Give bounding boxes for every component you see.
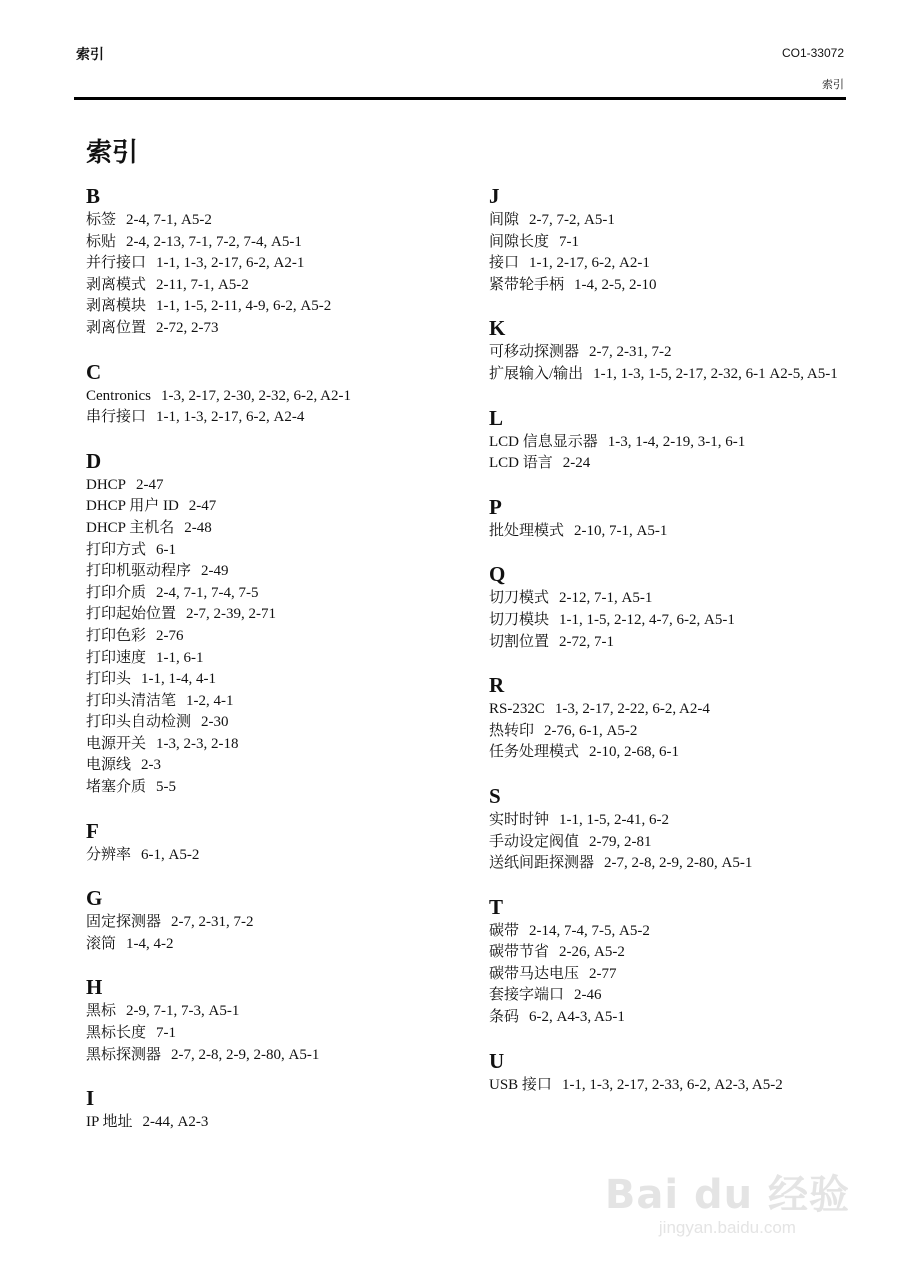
index-term: 电源开关 <box>86 735 147 752</box>
index-page-refs: 2-12, 7-1, A5-1 <box>559 590 653 607</box>
index-entry <box>86 1023 466 1045</box>
index-section-r <box>489 673 869 764</box>
index-entry <box>489 521 869 543</box>
index-page-refs: 1-3, 2-17, 2-30, 2-32, 6-2, A2-1 <box>161 387 351 404</box>
section-letter: R <box>489 673 505 698</box>
index-page-refs: 2-7, 2-31, 7-2 <box>589 344 672 361</box>
index-page-refs: 1-1, 1-5, 2-12, 4-7, 6-2, A5-1 <box>559 611 735 628</box>
index-page-refs: 2-24 <box>562 455 591 472</box>
index-column-left <box>86 184 466 1154</box>
section-letter: G <box>86 886 103 911</box>
index-entry <box>489 853 869 875</box>
index-term: DHCP 用户 ID <box>86 498 179 515</box>
index-entry <box>86 1112 466 1134</box>
index-term: 任务处理模式 <box>489 744 580 761</box>
section-letter: K <box>489 316 506 341</box>
index-entry <box>86 755 466 777</box>
index-entry <box>86 475 466 497</box>
index-page-refs: 1-3, 1-4, 2-19, 3-1, 6-1 <box>607 433 746 450</box>
index-section-c <box>86 360 466 429</box>
index-entry <box>489 588 869 610</box>
index-term: 可移动探测器 <box>489 344 580 361</box>
index-term: 打印色彩 <box>86 627 147 644</box>
index-page-refs: 1-3, 2-3, 2-18 <box>156 735 239 752</box>
index-page-refs: 1-1, 1-3, 1-5, 2-17, 2-32, 6-1 A2-5, A5-1 <box>593 365 838 382</box>
index-entry <box>489 1007 869 1029</box>
index-page-refs: 1-1, 1-5, 2-11, 4-9, 6-2, A5-2 <box>156 298 332 315</box>
index-page-refs: 6-2, A4-3, A5-1 <box>529 1009 625 1026</box>
index-entry <box>489 253 869 275</box>
index-term: LCD 语言 <box>489 455 553 472</box>
index-page-refs: 2-76, 6-1, A5-2 <box>544 722 638 739</box>
header-section-title: 索引 <box>76 47 104 63</box>
header-document-number: CO1-33072 <box>781 46 844 60</box>
index-section-i <box>86 1086 466 1134</box>
index-entry <box>86 777 466 799</box>
index-page-refs: 7-1 <box>156 1025 177 1042</box>
index-page-refs: 2-7, 2-39, 2-71 <box>186 606 277 623</box>
index-section-l <box>489 406 869 475</box>
index-entry <box>489 1075 869 1097</box>
section-letter: J <box>489 184 500 208</box>
index-term: 电源线 <box>86 757 132 774</box>
index-term: IP 地址 <box>86 1114 133 1131</box>
index-term: DHCP <box>86 476 127 493</box>
index-section-t <box>489 895 869 1029</box>
index-entry <box>86 1045 466 1067</box>
index-term: 打印速度 <box>86 649 147 666</box>
section-letter: I <box>86 1086 95 1111</box>
index-term: 送纸间距探测器 <box>489 855 595 872</box>
index-entry <box>489 832 869 854</box>
index-entry <box>86 1001 466 1023</box>
index-entry <box>489 742 869 764</box>
index-entry <box>86 669 466 691</box>
index-page-refs: 2-3 <box>141 757 162 774</box>
index-entry <box>86 691 466 713</box>
section-letter: C <box>86 359 102 384</box>
index-page-refs: 2-7, 2-8, 2-9, 2-80, A5-1 <box>604 855 753 872</box>
index-section-j <box>489 184 869 296</box>
index-page-refs: 1-4, 4-2 <box>126 935 174 952</box>
index-section-u <box>489 1049 869 1097</box>
index-page-refs: 6-1, A5-2 <box>141 846 200 863</box>
index-entry <box>489 964 869 986</box>
index-entry <box>86 496 466 518</box>
index-term: Centronics <box>86 387 151 404</box>
index-term: 紧带轮手柄 <box>489 276 565 293</box>
index-page-refs: 2-79, 2-81 <box>589 833 652 850</box>
index-section-s <box>489 784 869 875</box>
page-title: 索引 <box>86 138 139 168</box>
index-page-refs: 1-1, 1-3, 2-17, 6-2, A2-1 <box>156 255 305 272</box>
index-term: 黑标 <box>86 1003 117 1020</box>
section-letter: P <box>489 494 502 519</box>
index-entry <box>489 721 869 743</box>
index-term: 碳带马达电压 <box>489 965 580 982</box>
index-term: 滚筒 <box>86 935 117 952</box>
index-term: 实时时钟 <box>489 811 550 828</box>
index-page-refs: 2-11, 7-1, A5-2 <box>156 276 249 293</box>
index-entry <box>86 232 466 254</box>
index-page-refs: 2-10, 2-68, 6-1 <box>589 744 680 761</box>
index-entry <box>489 275 869 297</box>
index-section-k <box>489 316 869 385</box>
index-page-refs: 6-1 <box>156 541 177 558</box>
index-term: 打印头 <box>86 671 132 688</box>
index-term: USB 接口 <box>489 1076 552 1093</box>
index-section-q <box>489 562 869 653</box>
index-entry <box>86 518 466 540</box>
watermark-logo: Bai du 经验 <box>604 1172 850 1218</box>
index-term: 间隙 <box>489 212 520 228</box>
index-term: 剥离模块 <box>86 298 147 315</box>
index-entry <box>86 407 466 429</box>
index-entry <box>489 632 869 654</box>
index-term: LCD 信息显示器 <box>489 433 598 450</box>
section-letter: D <box>86 448 102 473</box>
index-page-refs: 2-14, 7-4, 7-5, A5-2 <box>529 922 650 939</box>
index-page-refs: 1-1, 1-3, 2-17, 2-33, 6-2, A2-3, A5-2 <box>561 1076 783 1093</box>
index-page-refs: 2-47 <box>136 476 164 493</box>
index-section-p <box>489 495 869 543</box>
index-entry <box>86 253 466 275</box>
index-term: 条码 <box>489 1009 520 1026</box>
index-page-refs: 2-26, A5-2 <box>559 944 625 961</box>
index-entry <box>489 810 869 832</box>
index-page-refs: 2-44, A2-3 <box>142 1114 209 1131</box>
index-term: 打印机驱动程序 <box>86 563 192 580</box>
index-page-refs: 2-7, 7-2, A5-1 <box>529 212 615 228</box>
index-section-h <box>86 975 466 1066</box>
index-page-refs: 2-30 <box>201 714 229 731</box>
index-term: 碳带 <box>489 922 520 939</box>
index-entry <box>489 453 869 475</box>
section-letter: T <box>489 894 504 919</box>
index-entry <box>86 604 466 626</box>
index-entry <box>86 275 466 297</box>
index-term: 剥离位置 <box>86 319 147 336</box>
index-term: 并行接口 <box>86 255 147 272</box>
index-column-right <box>489 184 869 1116</box>
index-entry <box>489 699 869 721</box>
index-term: 串行接口 <box>86 409 147 426</box>
index-entry <box>86 845 466 867</box>
index-entry <box>86 296 466 318</box>
index-page-refs: 1-1, 6-1 <box>156 649 204 666</box>
index-page-refs: 1-1, 1-4, 4-1 <box>141 671 217 688</box>
index-term: 打印起始位置 <box>86 606 177 623</box>
index-term: 切刀模式 <box>489 590 550 607</box>
index-page-refs: 1-1, 2-17, 6-2, A2-1 <box>529 255 650 272</box>
index-page-refs: 2-4, 7-1, 7-4, 7-5 <box>156 584 259 601</box>
index-entry <box>489 985 869 1007</box>
index-page-refs: 7-1 <box>559 233 580 250</box>
index-page-refs: 2-46 <box>574 987 602 1004</box>
index-entry <box>489 921 869 943</box>
index-term: 打印方式 <box>86 541 147 558</box>
index-term: 黑标探测器 <box>86 1046 162 1063</box>
section-letter: B <box>86 184 101 208</box>
index-section-d <box>86 449 466 799</box>
index-entry <box>489 342 869 364</box>
index-term: 堵塞介质 <box>86 779 147 796</box>
watermark-url: jingyan.baidu.com <box>658 1218 796 1237</box>
index-page-refs: 2-4, 7-1, A5-2 <box>126 212 212 228</box>
index-term: 间隙长度 <box>489 233 550 250</box>
index-term: 切割位置 <box>489 633 550 650</box>
section-letter: U <box>489 1048 505 1073</box>
index-entry <box>86 934 466 956</box>
index-entry <box>86 318 466 340</box>
index-page-refs: 2-47 <box>188 498 217 515</box>
index-page-refs: 1-3, 2-17, 2-22, 6-2, A2-4 <box>554 701 710 718</box>
index-page-refs: 2-77 <box>589 965 617 982</box>
index-entry <box>86 386 466 408</box>
index-entry <box>489 942 869 964</box>
index-term: 固定探测器 <box>86 914 162 931</box>
index-entry <box>86 734 466 756</box>
index-page-refs: 2-4, 2-13, 7-1, 7-2, 7-4, A5-1 <box>126 233 302 250</box>
index-page-refs: 1-2, 4-1 <box>186 692 234 709</box>
index-term: 切刀模块 <box>489 611 550 628</box>
index-section-b <box>86 184 466 340</box>
index-page-refs: 2-72, 7-1 <box>559 633 615 650</box>
section-letter: L <box>489 405 504 430</box>
index-page-refs: 2-76 <box>156 627 184 644</box>
index-section-g <box>86 886 466 955</box>
index-entry <box>86 540 466 562</box>
index-page-refs: 2-7, 2-31, 7-2 <box>171 914 254 931</box>
index-page-refs: 2-48 <box>184 519 212 536</box>
index-entry <box>489 232 869 254</box>
header-rule <box>74 97 846 100</box>
index-term: RS-232C <box>489 701 545 718</box>
index-page-refs: 2-72, 2-73 <box>156 319 219 336</box>
index-page-refs: 2-7, 2-8, 2-9, 2-80, A5-1 <box>171 1046 320 1063</box>
index-term: 碳带节省 <box>489 944 550 961</box>
index-entry <box>489 610 869 632</box>
index-entry <box>86 561 466 583</box>
index-page-refs: 2-49 <box>201 563 229 580</box>
index-term: 扩展输入/输出 <box>489 365 584 382</box>
index-entry <box>86 210 466 232</box>
index-page-refs: 1-4, 2-5, 2-10 <box>574 276 657 293</box>
index-term: 打印头清洁笔 <box>86 692 177 709</box>
index-entry <box>86 648 466 670</box>
index-page-refs: 2-10, 7-1, A5-1 <box>574 522 668 539</box>
baidu-watermark <box>605 1163 850 1238</box>
section-letter: S <box>489 783 501 808</box>
index-term: 分辨率 <box>86 846 132 863</box>
index-entry <box>489 364 869 386</box>
index-term: 标签 <box>86 212 117 228</box>
index-entry <box>489 210 869 232</box>
index-term: 标贴 <box>86 233 117 250</box>
index-entry <box>86 626 466 648</box>
index-term: 热转印 <box>489 722 535 739</box>
index-entry <box>86 912 466 934</box>
index-term: 剥离模式 <box>86 276 147 293</box>
section-letter: F <box>86 818 99 843</box>
index-term: 接口 <box>489 255 520 272</box>
index-term: 打印介质 <box>86 584 147 601</box>
index-entry <box>86 712 466 734</box>
index-page-refs: 1-1, 1-5, 2-41, 6-2 <box>559 811 669 828</box>
index-term: 套接字端口 <box>489 987 565 1004</box>
index-entry <box>86 583 466 605</box>
header-section-label: 索引 <box>822 78 844 91</box>
section-letter: H <box>86 975 103 1000</box>
index-page-refs: 2-9, 7-1, 7-3, A5-1 <box>126 1003 240 1020</box>
index-section-f <box>86 819 466 867</box>
index-term: 手动设定阀值 <box>489 833 580 850</box>
index-page-refs: 5-5 <box>156 779 177 796</box>
index-term: DHCP 主机名 <box>86 519 175 536</box>
index-page-refs: 1-1, 1-3, 2-17, 6-2, A2-4 <box>156 409 305 426</box>
index-term: 批处理模式 <box>489 522 565 539</box>
index-term: 黑标长度 <box>86 1025 147 1042</box>
index-entry <box>489 432 869 454</box>
section-letter: Q <box>489 562 506 587</box>
index-term: 打印头自动检测 <box>86 714 192 731</box>
